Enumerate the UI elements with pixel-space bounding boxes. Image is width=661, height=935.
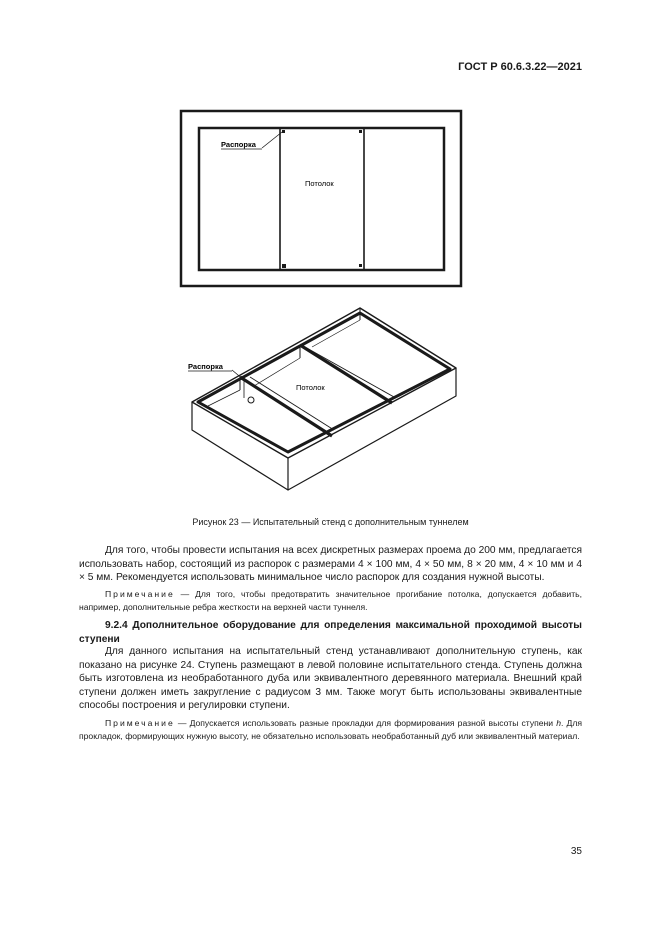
iso-ceiling-label: Потолок	[296, 383, 325, 392]
figure-caption: Рисунок 23 — Испытательный стенд с дополнительным туннелем	[192, 517, 469, 527]
outer-frame	[181, 111, 461, 286]
strut-marker-top	[282, 130, 285, 133]
paragraph-step: Для данного испытания на испытательный стенд устанавливают дополнительную ступень, как показано на рисунке 24. Ступень размещают в левой половине испытательного стенда. Ступень должна быть изготовлена из необработанного дуба или эквивалентного деревянного материала. Внешний край ступени должен иметь закругление с радиусом 3 мм. Также могут быть использованы эквивалентные способы построения и регулировки ступени.	[79, 646, 582, 712]
note-1-label: Примечание	[105, 589, 175, 599]
strut-leader-line	[262, 132, 282, 148]
note-2-h: h	[556, 718, 561, 728]
paragraph-struts: Для того, чтобы провести испытания на всех дискретных размерах проема до 200 мм, предлагается использовать набор, состоящий из распорок с размерами 4 × 100 мм, 4 × 50 мм, 8 × 20 мм, 4 × 10 мм и 4 × 5 мм. Рекомендуется использовать минимальное число распорок для создания нужной высоты.	[79, 545, 582, 584]
strut-marker-right-bottom	[359, 264, 362, 267]
test-stand-iso-view	[184, 300, 464, 495]
note-2-text-b: . Для прокладок, формирующих нужную высоту, не обязательно использовать необработанный дуб или эквивалентный материал.	[79, 718, 582, 741]
strut-point	[248, 397, 254, 403]
section-heading: 9.2.4 Дополнительное оборудование для определения максимальной проходимой высоты ступени	[79, 620, 582, 645]
document-header: ГОСТ Р 60.6.3.22—2021	[458, 61, 582, 73]
note-1	[79, 588, 582, 614]
strut-marker-right-top	[359, 130, 362, 133]
iso-strut-label: Распорка	[188, 362, 223, 371]
ceiling-label: Потолок	[305, 179, 334, 188]
strut-label: Распорка	[221, 140, 256, 149]
tunnel-wall-right	[300, 345, 392, 403]
note-1-text: — Для того, чтобы предотвратить значительное прогибание потолка, допускается добавить, например, дополнительные ребра жесткости на верхней части туннеля.	[79, 589, 582, 612]
strut-marker-bottom	[282, 264, 286, 268]
floor-line-mid	[254, 358, 300, 386]
note-2-text-a: — Допускается использовать разные прокладки для формирования разной высоты ступени	[174, 718, 557, 728]
page-number: 35	[570, 846, 582, 857]
front-left-face	[192, 402, 288, 490]
floor-line-back	[312, 320, 360, 347]
test-stand-top-view	[178, 108, 466, 290]
note-2-label: Примечание	[105, 718, 175, 728]
note-2	[79, 717, 582, 743]
